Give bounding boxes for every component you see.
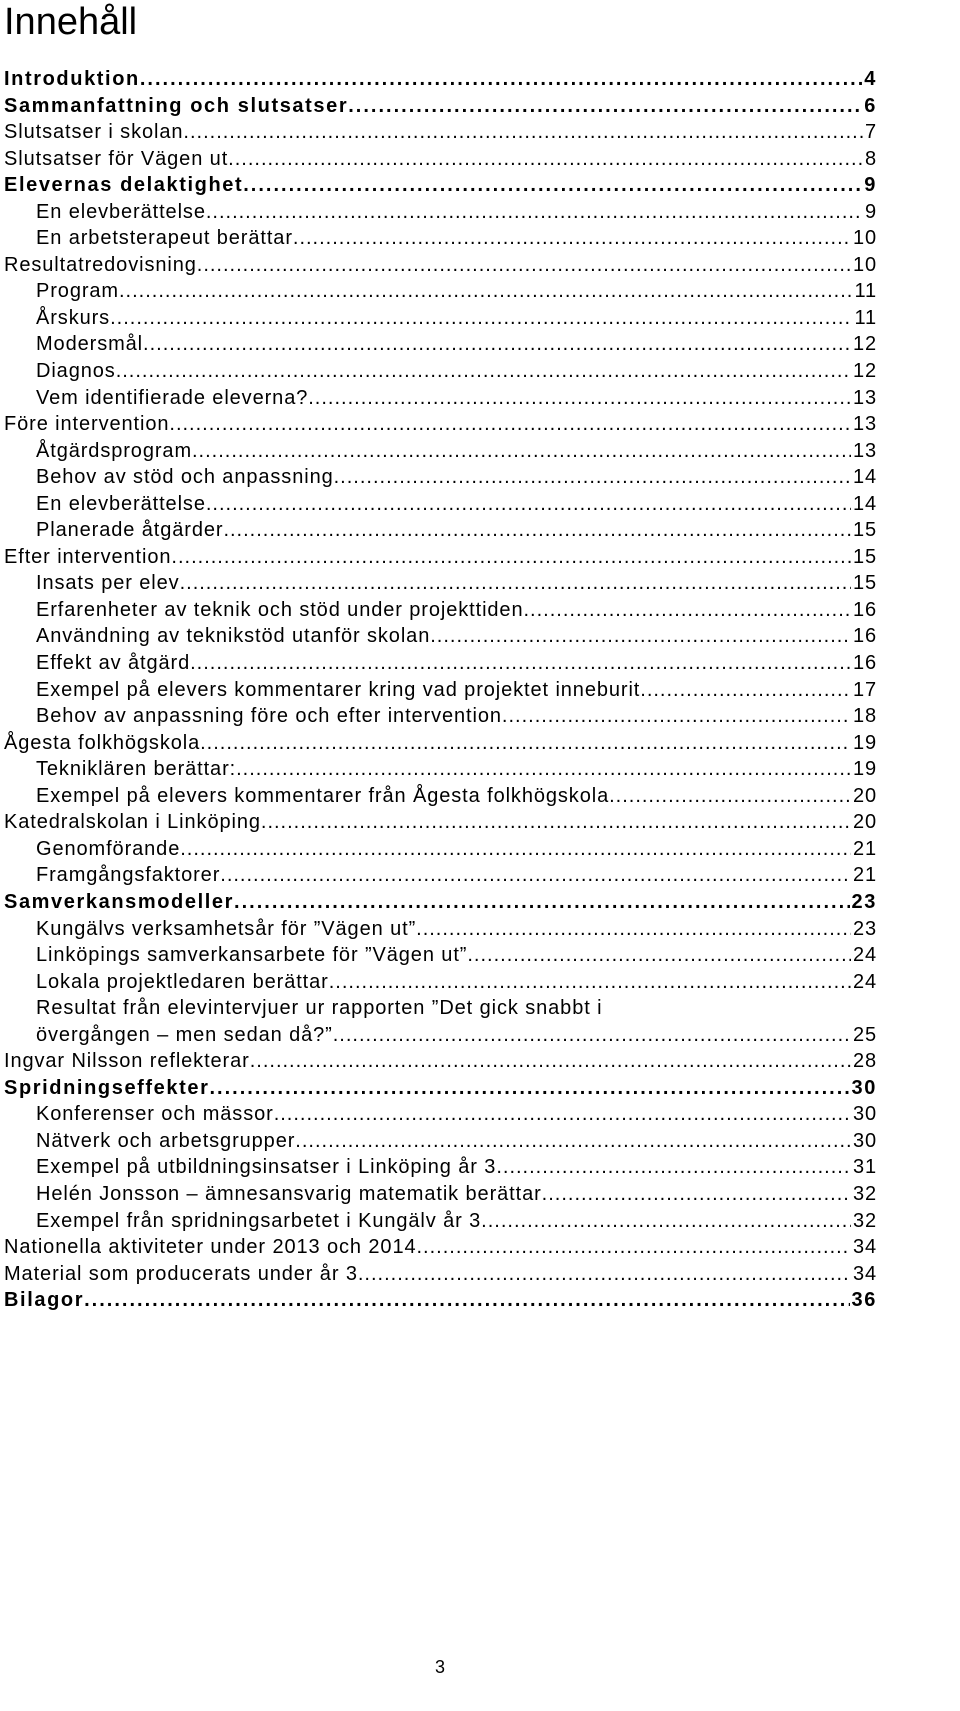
toc-entry-page: 11: [854, 280, 877, 303]
toc-entry-title: Sammanfattning och slutsatser: [4, 94, 349, 117]
table-of-contents: [4, 66, 877, 1314]
toc-entry[interactable]: [4, 942, 877, 969]
toc-entry-title: En elevberättelse: [36, 492, 206, 515]
toc-entry-title: Användning av teknikstöd utanför skolan: [36, 625, 431, 648]
toc-entry-title: Genomförande: [36, 837, 181, 860]
toc-entry-title: Exempel på utbildningsinsatser i Linköping år 3: [36, 1156, 497, 1179]
dot-leader: [430, 623, 851, 650]
dot-leader: [358, 1261, 851, 1288]
dot-leader: [502, 703, 851, 730]
toc-entry-continuation[interactable]: [4, 1022, 877, 1049]
dot-leader: [210, 1075, 850, 1102]
dot-leader: [192, 438, 851, 465]
dot-leader: [223, 517, 851, 544]
toc-entry-page: 19: [852, 731, 877, 754]
toc-entry[interactable]: [4, 809, 877, 836]
toc-entry[interactable]: [4, 1075, 877, 1102]
toc-entry-page: 14: [852, 492, 877, 515]
toc-entry[interactable]: [4, 66, 877, 93]
toc-entry[interactable]: [4, 119, 877, 146]
toc-entry-page: 28: [852, 1050, 877, 1073]
toc-entry-page: 23: [852, 917, 877, 940]
toc-entry[interactable]: [4, 995, 877, 1022]
toc-entry-title: Framgångsfaktorer: [36, 864, 221, 887]
toc-entry[interactable]: [4, 1181, 877, 1208]
dot-leader: [234, 889, 850, 916]
toc-entry-page: 20: [852, 811, 877, 834]
toc-entry-page: 24: [852, 944, 877, 967]
toc-entry-page: 18: [852, 705, 877, 728]
toc-entry[interactable]: [4, 411, 877, 438]
toc-entry-title: Slutsatser i skolan: [4, 121, 184, 144]
toc-entry-page: 25: [852, 1023, 877, 1046]
toc-entry-page: 4: [864, 68, 877, 90]
toc-entry-title: En arbetsterapeut berättar: [36, 227, 293, 250]
toc-entry[interactable]: [4, 916, 877, 943]
toc-entry-title: Resultatredovisning: [4, 253, 197, 276]
toc-entry-page: 14: [852, 466, 877, 489]
toc-entry-title: Slutsatser för Vägen ut: [4, 147, 229, 170]
dot-leader: [243, 172, 862, 199]
toc-entry-page: 12: [852, 360, 877, 383]
toc-entry-title: Samverkansmodeller: [4, 890, 235, 913]
toc-entry-page: 10: [852, 227, 877, 250]
toc-entry-page: 7: [864, 121, 877, 144]
toc-entry[interactable]: [4, 517, 877, 544]
dot-leader: [140, 66, 862, 93]
toc-entry[interactable]: [4, 225, 877, 252]
dot-leader: [220, 862, 851, 889]
dot-leader: [609, 783, 851, 810]
dot-leader: [206, 491, 851, 518]
dot-leader: [110, 305, 852, 332]
toc-entry-title-continuation: övergången – men sedan då?”: [36, 1023, 333, 1046]
dot-leader: [416, 916, 851, 943]
toc-entry-title: Nationella aktiviteter under 2013 och 2014: [4, 1236, 417, 1259]
dot-leader: [200, 730, 851, 757]
toc-entry[interactable]: [4, 1261, 877, 1288]
toc-entry-title: Ågesta folkhögskola: [4, 731, 201, 754]
toc-entry-page: 30: [852, 1103, 877, 1126]
toc-entry-title: Erfarenheter av teknik och stöd under projekttiden: [36, 598, 524, 621]
toc-entry-page: 10: [852, 253, 877, 276]
toc-entry-title: Bilagor: [4, 1289, 85, 1312]
dot-leader: [640, 677, 851, 704]
dot-leader: [542, 1181, 851, 1208]
toc-entry-title: Katedralskolan i Linköping: [4, 811, 261, 834]
toc-entry-title: Resultat från elevintervjuer ur rapporten ”Det gick snabbt i: [36, 997, 603, 1020]
dot-leader: [236, 756, 851, 783]
dot-leader: [467, 942, 851, 969]
toc-entry-page: 30: [851, 1076, 877, 1099]
toc-entry[interactable]: [4, 146, 877, 173]
dot-leader: [169, 411, 851, 438]
toc-entry-title: Nätverk och arbetsgrupper: [36, 1129, 296, 1152]
toc-entry[interactable]: [4, 677, 877, 704]
toc-entry[interactable]: [4, 597, 877, 624]
toc-entry-title: Linköpings samverkansarbete för ”Vägen ut”: [36, 944, 468, 967]
toc-entry[interactable]: [4, 1208, 877, 1235]
dot-leader: [84, 1287, 849, 1314]
dot-leader: [116, 358, 851, 385]
toc-entry[interactable]: [4, 1287, 877, 1314]
toc-entry-page: 16: [852, 652, 877, 675]
toc-entry[interactable]: [4, 756, 877, 783]
dot-leader: [333, 1022, 851, 1049]
toc-entry-page: 23: [851, 890, 877, 913]
toc-entry[interactable]: [4, 1234, 877, 1261]
dot-leader: [274, 1101, 851, 1128]
toc-entry-title: Lokala projektledaren berättar: [36, 970, 329, 993]
toc-entry-title: Behov av stöd och anpassning: [36, 466, 334, 489]
toc-entry-title: Åtgärdsprogram: [36, 439, 192, 462]
toc-entry-title: Före intervention: [4, 413, 170, 436]
toc-entry-page: 16: [852, 625, 877, 648]
toc-entry[interactable]: [4, 278, 877, 305]
toc-entry[interactable]: [4, 331, 877, 358]
dot-leader: [180, 836, 851, 863]
toc-entry-page: 17: [852, 678, 877, 701]
toc-entry-title: Tekniklären berättar:: [36, 758, 237, 781]
dot-leader: [481, 1208, 851, 1235]
toc-entry-title: Introduktion: [4, 68, 140, 90]
toc-entry-title: Program: [36, 280, 119, 303]
dot-leader: [197, 252, 851, 279]
toc-entry[interactable]: [4, 623, 877, 650]
toc-entry[interactable]: [4, 438, 877, 465]
dot-leader: [190, 650, 851, 677]
toc-entry-title: Elevernas delaktighet: [4, 174, 244, 197]
toc-entry[interactable]: [4, 969, 877, 996]
toc-entry-title: Behov av anpassning före och efter intervention: [36, 705, 502, 728]
dot-leader: [119, 278, 852, 305]
toc-entry[interactable]: [4, 544, 877, 571]
toc-entry[interactable]: [4, 862, 877, 889]
toc-entry-title: Kungälvs verksamhetsår för ”Vägen ut”: [36, 917, 417, 940]
toc-entry-page: 21: [852, 837, 877, 860]
toc-entry-page: 30: [852, 1129, 877, 1152]
toc-entry-page: 34: [852, 1236, 877, 1259]
toc-entry-title: Planerade åtgärder: [36, 519, 224, 542]
toc-entry-title: Årskurs: [36, 306, 111, 329]
toc-entry[interactable]: [4, 1128, 877, 1155]
toc-entry[interactable]: [4, 889, 877, 916]
dot-leader: [293, 225, 851, 252]
toc-entry-page: 34: [852, 1262, 877, 1285]
dot-leader: [206, 199, 863, 226]
dot-leader: [295, 1128, 851, 1155]
toc-entry-page: 11: [854, 306, 877, 329]
toc-entry[interactable]: [4, 783, 877, 810]
dot-leader: [348, 93, 862, 120]
toc-entry-page: 31: [852, 1156, 877, 1179]
dot-leader: [261, 809, 851, 836]
toc-entry-title: Exempel på elevers kommentarer från Ågesta folkhögskola: [36, 784, 610, 807]
toc-entry[interactable]: [4, 199, 877, 226]
toc-entry-title: Modersmål: [36, 333, 144, 356]
toc-entry-page: 13: [852, 439, 877, 462]
toc-entry-page: 36: [851, 1289, 877, 1312]
toc-entry[interactable]: [4, 305, 877, 332]
toc-entry[interactable]: [4, 650, 877, 677]
toc-entry-title: Insats per elev: [36, 572, 180, 595]
dot-leader: [183, 119, 863, 146]
dot-leader: [143, 331, 851, 358]
toc-entry-page: 13: [852, 386, 877, 409]
page-title: Innehåll: [4, 1, 138, 43]
toc-entry-title: Effekt av åtgärd: [36, 652, 191, 675]
toc-entry-page: 15: [852, 545, 877, 568]
toc-entry[interactable]: [4, 172, 877, 199]
toc-entry-title: Ingvar Nilsson reflekterar: [4, 1050, 250, 1073]
page-number: 3: [434, 1657, 445, 1677]
toc-entry[interactable]: [4, 252, 877, 279]
dot-leader: [496, 1154, 851, 1181]
toc-entry[interactable]: [4, 1048, 877, 1075]
toc-entry-page: 32: [852, 1209, 877, 1232]
toc-entry[interactable]: [4, 464, 877, 491]
toc-entry-page: 15: [852, 572, 877, 595]
toc-entry-page: 8: [864, 147, 877, 170]
toc-entry-page: 20: [852, 784, 877, 807]
dot-leader: [250, 1048, 851, 1075]
toc-entry[interactable]: [4, 1101, 877, 1128]
toc-entry-title: Exempel från spridningsarbetet i Kungälv år 3: [36, 1209, 482, 1232]
toc-entry-page: 6: [864, 94, 877, 117]
toc-entry-title: Material som producerats under år 3: [4, 1262, 358, 1285]
toc-entry-page: 9: [864, 200, 877, 223]
toc-entry-page: 16: [852, 598, 877, 621]
dot-leader: [334, 464, 851, 491]
dot-leader: [308, 385, 851, 412]
toc-entry[interactable]: [4, 491, 877, 518]
toc-entry[interactable]: [4, 93, 877, 120]
toc-entry[interactable]: [4, 358, 877, 385]
toc-entry[interactable]: [4, 730, 877, 757]
toc-entry-page: 24: [852, 970, 877, 993]
toc-entry[interactable]: [4, 1154, 877, 1181]
toc-entry[interactable]: [4, 703, 877, 730]
toc-entry-page: 12: [852, 333, 877, 356]
toc-entry-title: Diagnos: [36, 360, 116, 383]
toc-entry[interactable]: [4, 385, 877, 412]
toc-entry-title: En elevberättelse: [36, 200, 206, 223]
dot-leader: [180, 570, 851, 597]
toc-entry-title: Helén Jonsson – ämnesansvarig matematik berättar: [36, 1182, 542, 1205]
toc-entry[interactable]: [4, 836, 877, 863]
toc-entry-page: 19: [852, 758, 877, 781]
toc-entry-title: Exempel på elevers kommentarer kring vad projektet inneburit: [36, 678, 641, 701]
dot-leader: [171, 544, 851, 571]
dot-leader: [329, 969, 851, 996]
dot-leader: [228, 146, 863, 173]
toc-entry-title: Spridningseffekter: [4, 1076, 210, 1099]
dot-leader: [523, 597, 850, 624]
toc-entry-page: 13: [852, 413, 877, 436]
toc-entry-page: 15: [852, 519, 877, 542]
dot-leader: [417, 1234, 851, 1261]
toc-entry[interactable]: [4, 570, 877, 597]
toc-entry-page: 9: [864, 174, 877, 197]
toc-entry-title: Konferenser och mässor: [36, 1103, 274, 1126]
toc-entry-page: 32: [852, 1182, 877, 1205]
toc-entry-title: Vem identifierade eleverna?: [36, 386, 309, 409]
toc-entry-page: 21: [852, 864, 877, 887]
toc-entry-title: Efter intervention: [4, 545, 172, 568]
